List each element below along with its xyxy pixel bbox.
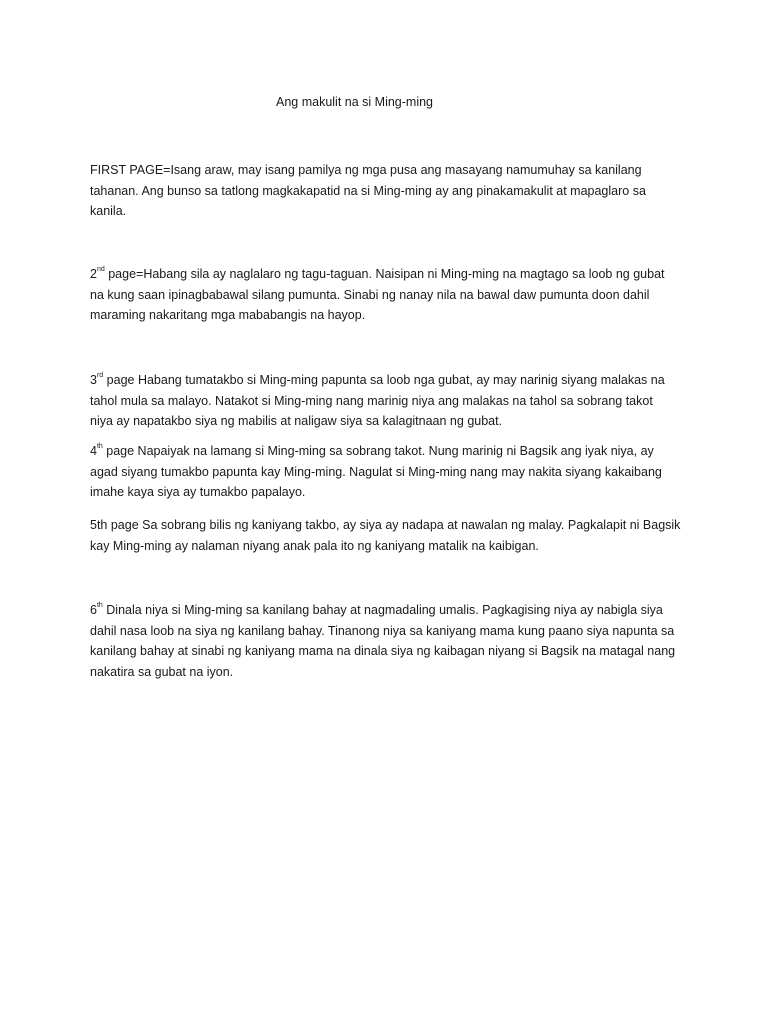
paragraph-line: agad siyang tumakbo papunta kay Ming-ming. Nagulat si Ming-ming nang may nakita siyang kakaibang: [90, 464, 662, 479]
page-number: 4: [90, 444, 97, 458]
paragraph-line: niya ay napatakbo siya ng mabilis at naligaw siya sa kalagitnaan ng gubat.: [90, 414, 503, 428]
paragraph-line: dahil nasa loob na siya ng kanilang bahay. Tinanong niya sa kaniyang mama kung paano siya napunta sa: [90, 623, 675, 638]
paragraph-text: page Napaiyak na lamang si Ming-ming sa sobrang takot. Nung marinig ni Bagsik ang iyak niya, ay: [102, 444, 654, 458]
paragraph-text: Dinala niya si Ming-ming sa kanilang bahay at nagmadaling umalis. Pagkagising niya ay nabigla siya: [102, 603, 663, 617]
paragraph-third-page: [90, 370, 680, 432]
ordinal-suffix: rd: [96, 372, 104, 379]
paragraph-line: nakatira sa gubat na iyon.: [90, 664, 234, 679]
paragraph-line: maraming nakaritang mga mababangis na hayop.: [90, 308, 366, 322]
paragraph-text: page=Habang sila ay naglalaro ng tagu-taguan. Naisipan ni Ming-ming na magtago sa loob ng gubat: [104, 267, 665, 281]
paragraph-line: kanila.: [90, 204, 127, 218]
ordinal-suffix: th: [96, 602, 103, 609]
paragraph-line: imahe kaya siya ay tumakbo papalayo.: [90, 485, 306, 499]
paragraph-line: [90, 264, 680, 285]
paragraph-line: [90, 370, 680, 391]
paragraph-line: tahanan. Ang bunso sa tatlong magkakapatid na si Ming-ming ay ang pinakamakulit at mapaglaro sa: [90, 183, 646, 198]
paragraph-first-page: [90, 160, 680, 222]
ordinal-suffix: th: [96, 443, 103, 450]
paragraph-line: 5th page Sa sobrang bilis ng kaniyang takbo, ay siya ay nadapa at nawalan ng malay. Pagkalapit ni Bagsik: [90, 518, 681, 532]
page-number: 6: [90, 603, 97, 617]
paragraph-line: [90, 600, 680, 621]
page-number: 2: [90, 267, 97, 281]
page-number: 3: [90, 373, 97, 387]
paragraph-fifth-page: [90, 515, 680, 556]
paragraph-line: FIRST PAGE=Isang araw, may isang pamilya ng mga pusa ang masayang namumuhay sa kanilang: [90, 163, 642, 177]
ordinal-suffix: nd: [96, 266, 105, 273]
paragraph-fourth-page: [90, 441, 680, 503]
paragraph-text: page Habang tumatakbo si Ming-ming papunta sa loob nga gubat, ay may narinig siyang malakas na: [103, 373, 665, 387]
paragraph-second-page: [90, 264, 680, 326]
paragraph-line: [90, 441, 680, 462]
paragraph-line: kay Ming-ming ay nalaman niyang anak pala ito ng kaniyang matalik na kaibigan.: [90, 538, 539, 553]
document-title: Ang makulit na si Ming-ming: [276, 95, 434, 109]
paragraph-sixth-page: [90, 600, 680, 682]
paragraph-line: tahol mula sa malayo. Natakot si Ming-ming nang marinig niya ang malakas na tahol sa sobrang takot: [90, 393, 653, 408]
paragraph-line: kanilang bahay at sinabi ng kaniyang mama na dinala siya ng kaibagan niyang si Bagsik na matagal nang: [90, 644, 676, 658]
paragraph-line: na kung saan ipinagbabawal silang pumunta. Sinabi ng nanay nila na bawal daw pumunta doon dahil: [90, 287, 650, 302]
